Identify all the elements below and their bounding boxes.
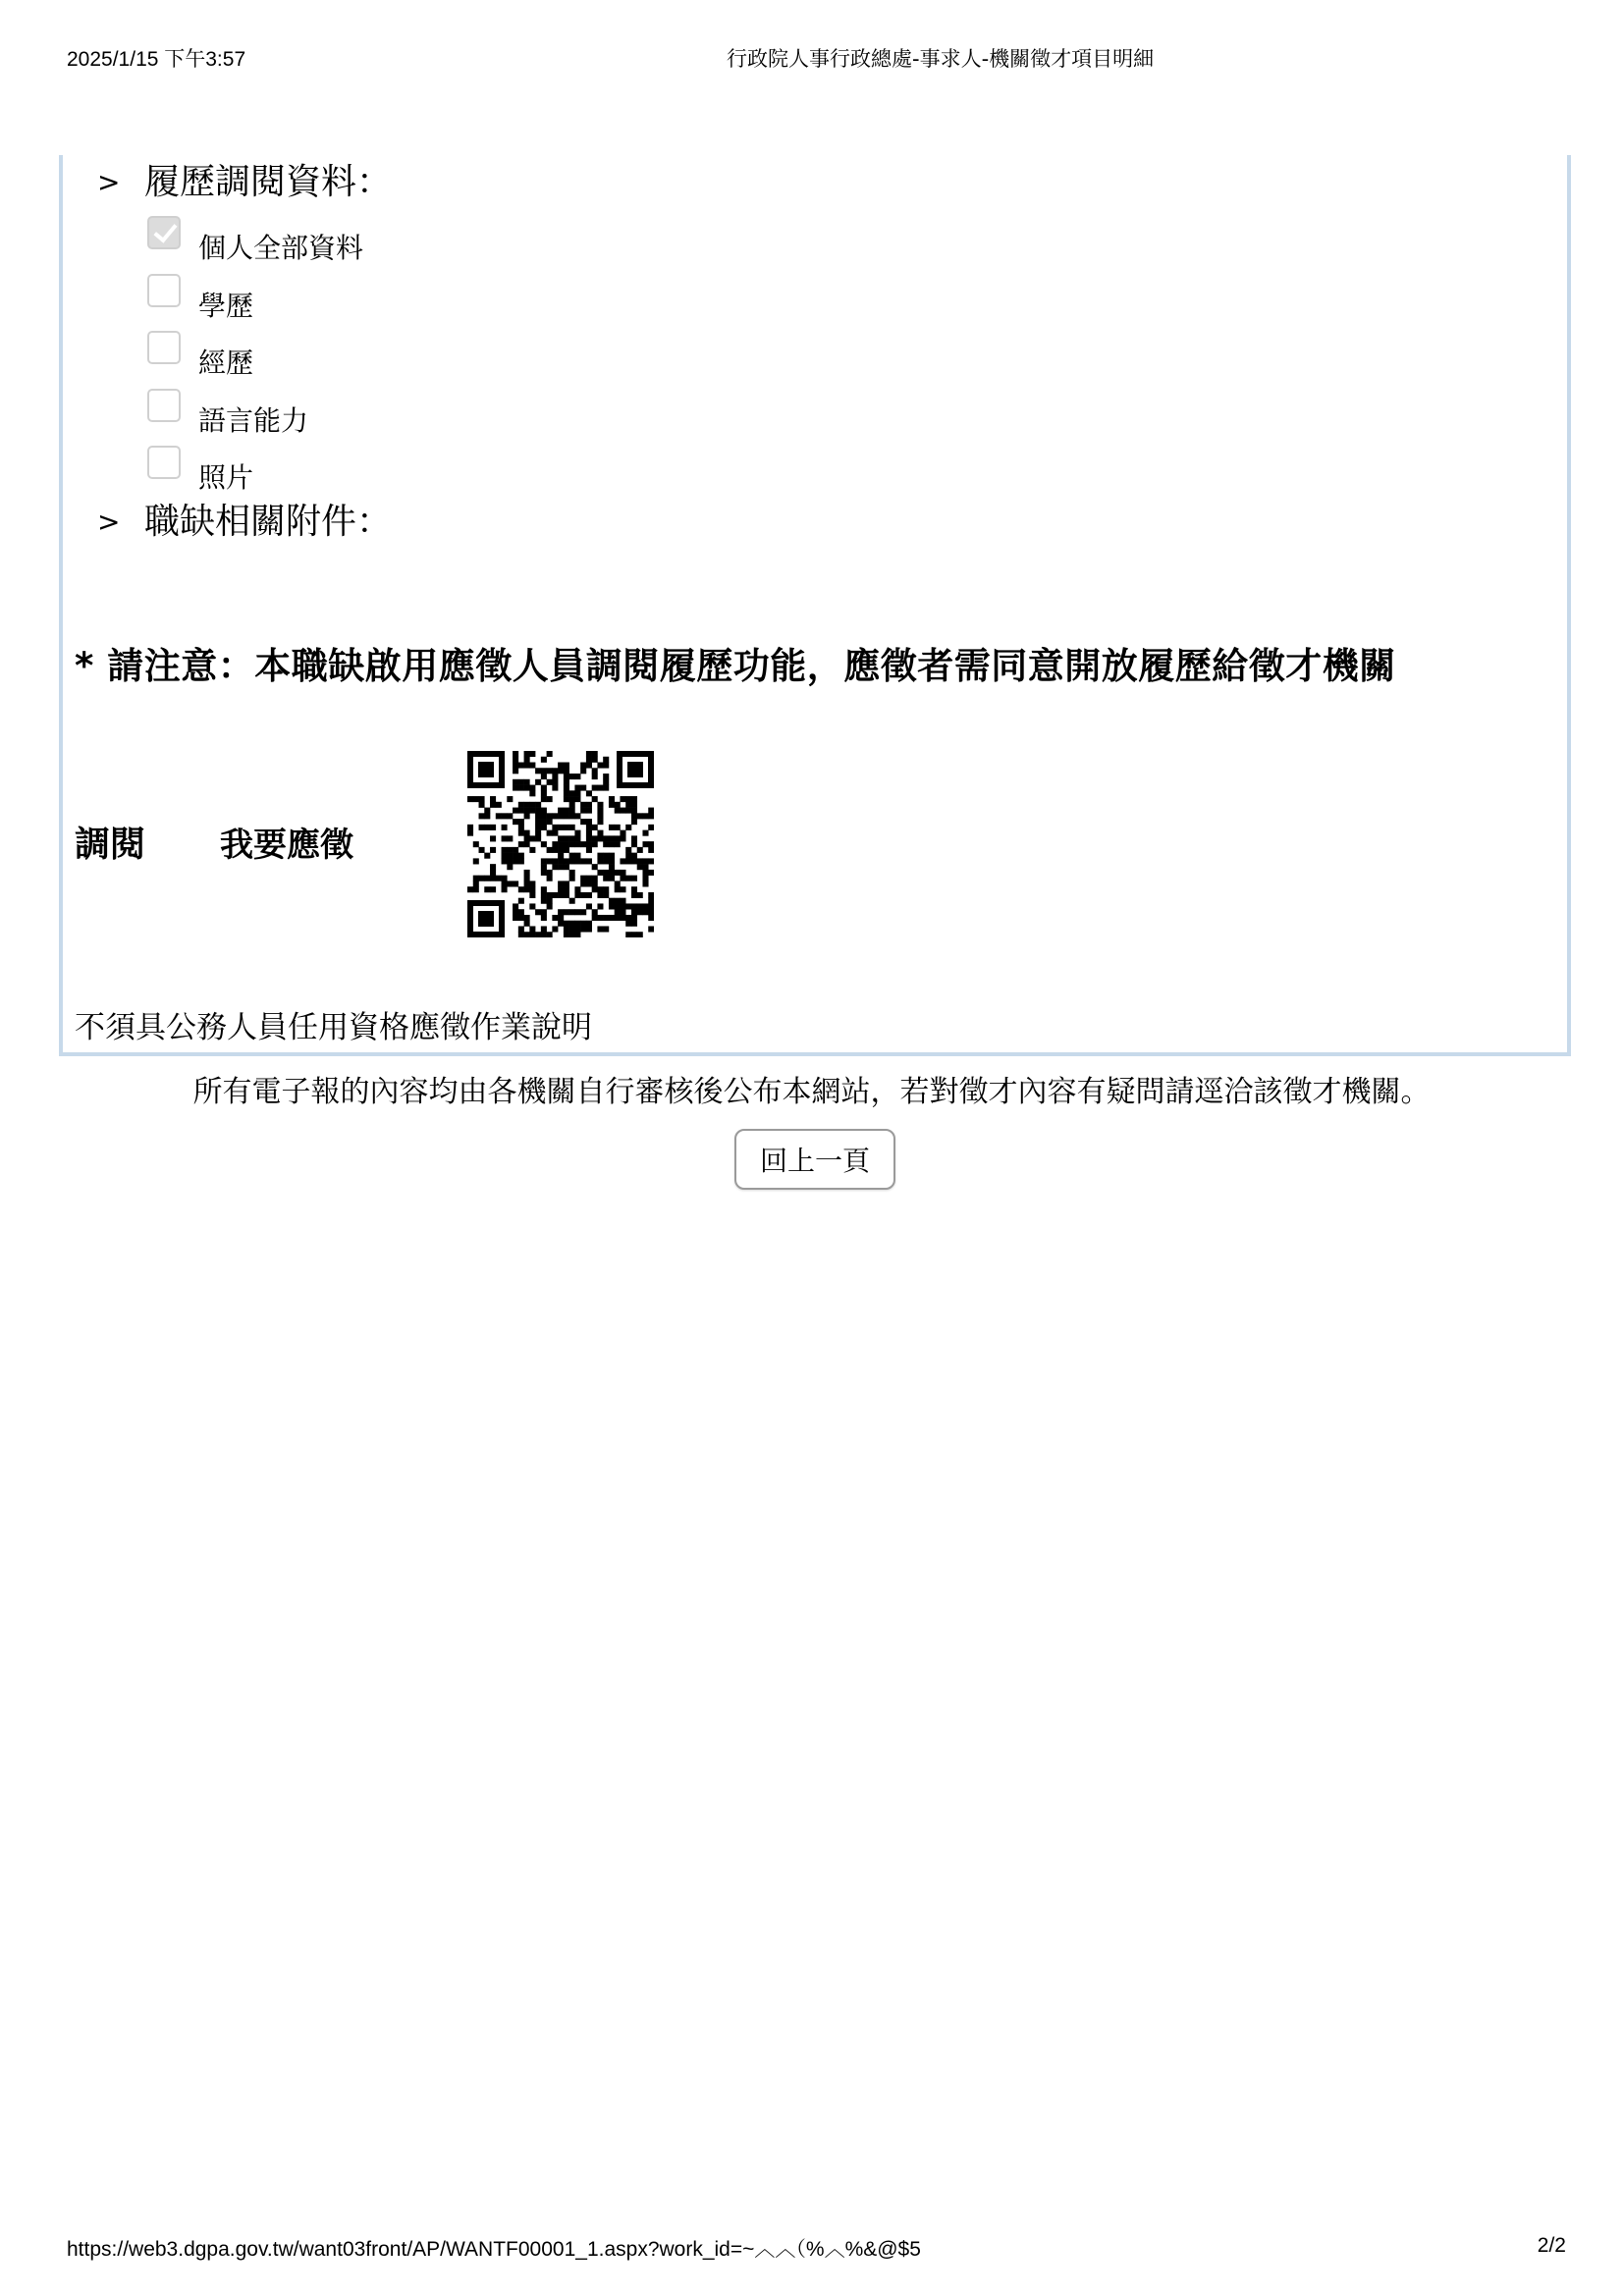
print-page-number: 2/2 <box>1537 2234 1566 2257</box>
print-page-title: 行政院人事行政總處-事求人-機關徵才項目明細 <box>727 47 1155 71</box>
checkbox-label: 學歷 <box>198 289 254 322</box>
resume-checkbox-list <box>147 212 363 500</box>
chevron-right-icon: > <box>97 166 121 198</box>
resume-section-heading <box>97 163 392 202</box>
attachments-section-heading <box>97 503 392 542</box>
resume-section-title: 履歷調閱資料： <box>144 162 393 202</box>
non-civil-servant-instructions-link[interactable]: 不須具公務人員任用資格應徵作業說明 <box>75 1010 592 1045</box>
checkbox-label: 語言能力 <box>198 403 309 437</box>
qr-code-icon <box>467 751 654 937</box>
chevron-right-icon: > <box>97 506 121 538</box>
resume-access-notice: * 請注意：本職缺啟用應徵人員調閱履歷功能，應徵者需同意開放履歷給徵才機關 <box>75 645 1396 687</box>
checkbox-item-education[interactable] <box>147 270 363 328</box>
attachments-section-title: 職缺相關附件： <box>144 502 393 542</box>
checkbox-item-all[interactable] <box>147 212 363 270</box>
checkbox-item-experience[interactable] <box>147 327 363 385</box>
checkbox-label: 照片 <box>198 461 254 495</box>
print-url: https://web3.dgpa.gov.tw/want03front/AP/WANTF00001_1.aspx?work_id=~︿︿（%︿%&@$5 <box>67 2238 921 2261</box>
checkbox-icon[interactable] <box>147 389 181 422</box>
view-resume-link[interactable]: 調閱 <box>75 825 146 865</box>
checkbox-label: 經歷 <box>198 347 254 380</box>
back-button[interactable]: 回上一頁 <box>734 1129 895 1190</box>
checkbox-icon[interactable] <box>147 446 181 479</box>
print-datetime: 2025/1/15 下午3:57 <box>67 48 246 71</box>
checkbox-icon[interactable] <box>147 274 181 307</box>
checkbox-checked-icon[interactable] <box>147 216 181 249</box>
content-disclaimer: 所有電子報的內容均由各機關自行審核後公布本網站，若對徵才內容有疑問請逕洽該徵才機關。 <box>192 1075 1431 1109</box>
checkbox-icon[interactable] <box>147 331 181 364</box>
checkbox-item-language[interactable] <box>147 385 363 443</box>
checkbox-item-photo[interactable] <box>147 442 363 500</box>
action-row <box>75 817 353 867</box>
checkbox-label: 個人全部資料 <box>198 232 364 265</box>
apply-link[interactable]: 我要應徵 <box>220 826 354 865</box>
